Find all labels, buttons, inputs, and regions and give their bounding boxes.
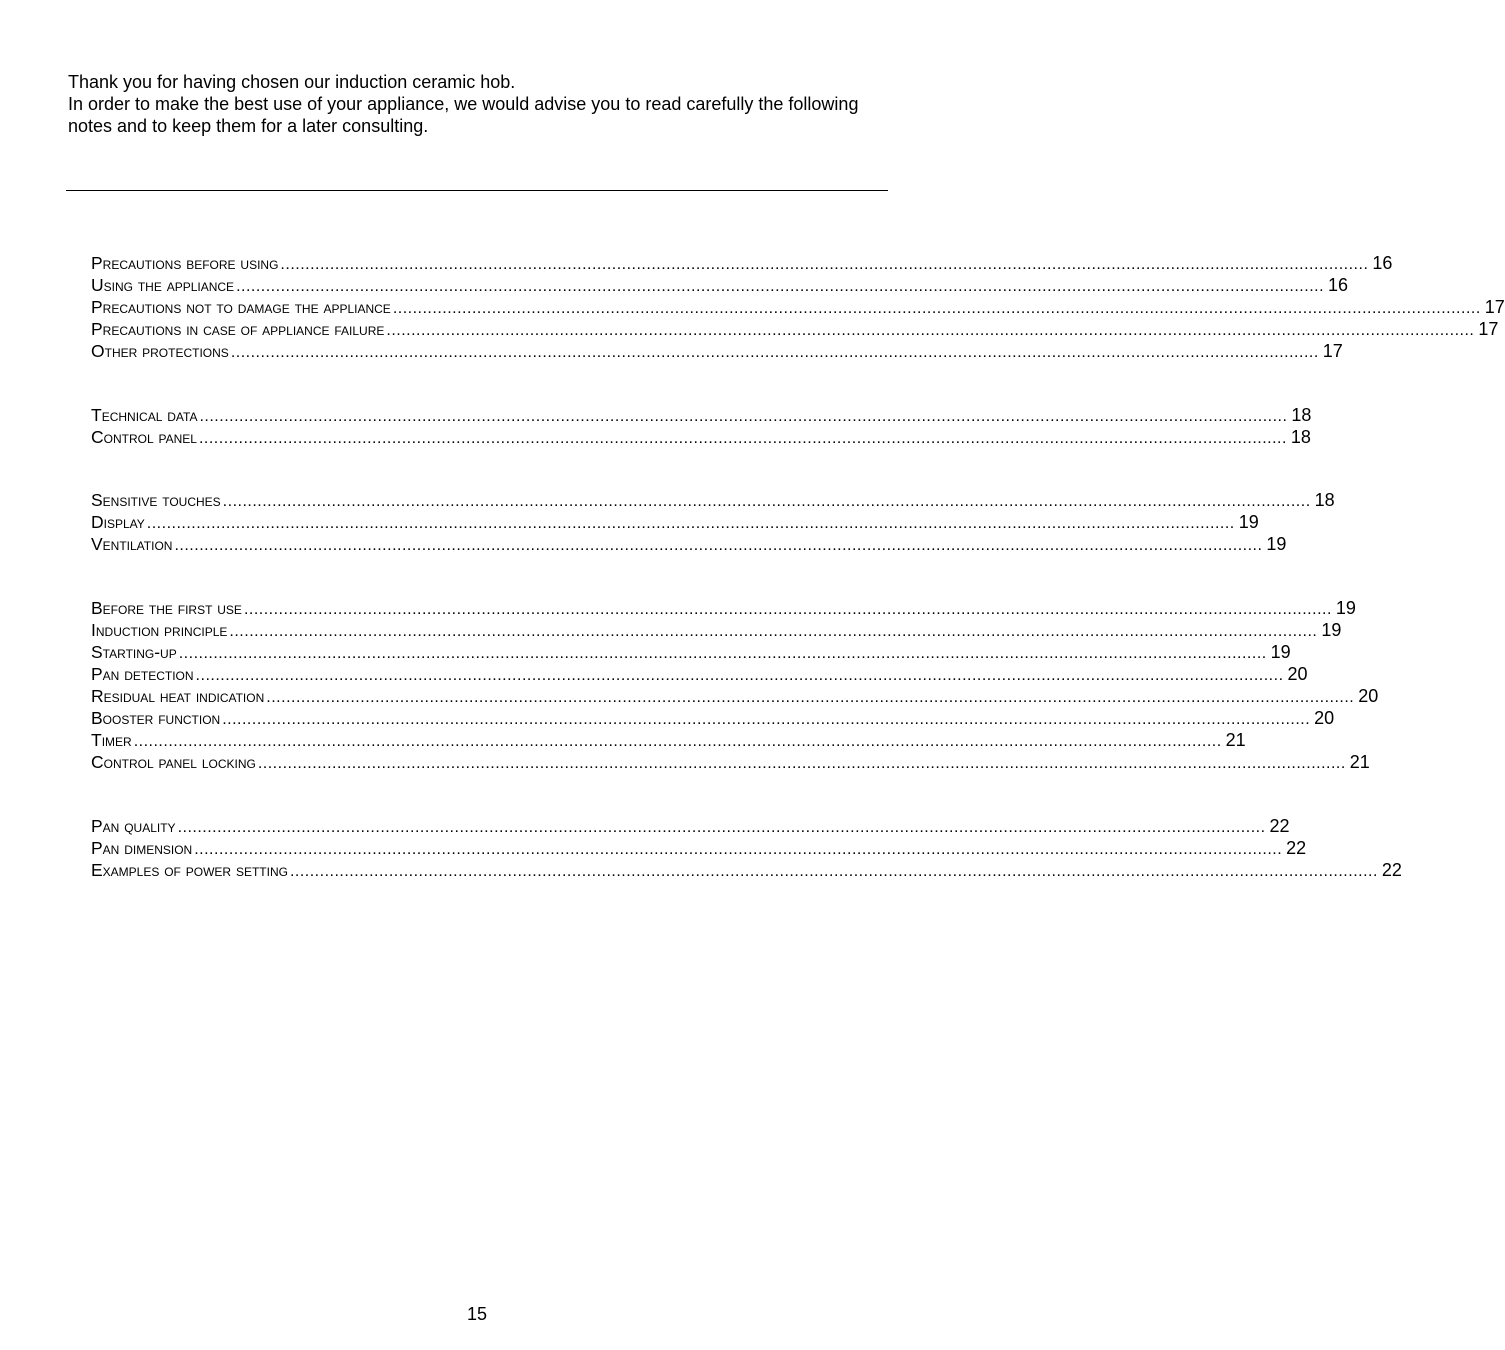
toc-entry-page: 17	[1478, 319, 1499, 339]
toc-entry-title: Pan dimension	[91, 838, 193, 858]
toc-dot-leader: ............................................................................................................................................................................................................................	[243, 601, 1332, 618]
toc-entry-page: 19	[1335, 598, 1356, 618]
toc-entry[interactable]	[91, 318, 1499, 340]
toc-entry[interactable]	[91, 859, 1402, 881]
toc-dot-leader: ............................................................................................................................................................................................................................	[195, 667, 1284, 684]
toc-entry[interactable]	[91, 707, 1335, 729]
toc-entry-page: 17	[1322, 341, 1343, 361]
toc-entry[interactable]	[91, 252, 1393, 274]
toc-dot-leader: ............................................................................................................................................................................................................................	[194, 841, 1283, 858]
toc-entry-title: Booster function	[91, 708, 221, 728]
toc-entry-page: 20	[1314, 708, 1335, 728]
toc-entry-title: Timer	[91, 730, 132, 750]
toc-entry-page: 17	[1484, 297, 1505, 317]
toc-entry-page: 21	[1349, 752, 1370, 772]
toc-entry-title: Sensitive touches	[91, 490, 221, 510]
toc-entry-title: Pan quality	[91, 816, 176, 836]
toc-entry[interactable]	[91, 751, 1370, 773]
toc-entry-page: 19	[1270, 642, 1291, 662]
toc-entry-page: 18	[1314, 490, 1335, 510]
toc-entry-title: Examples of power setting	[91, 860, 288, 880]
toc-entry-title: Precautions not to damage the appliance	[91, 297, 391, 317]
toc-entry-title: Before the first use	[91, 598, 242, 618]
toc-entry[interactable]	[91, 641, 1291, 663]
toc-entry-page: 22	[1381, 860, 1402, 880]
toc-dot-leader: ............................................................................................................................................................................................................................	[236, 278, 1325, 295]
toc-dot-leader: ............................................................................................................................................................................................................................	[133, 733, 1222, 750]
toc-dot-leader: ............................................................................................................................................................................................................................	[229, 623, 1318, 640]
toc-entry[interactable]	[91, 685, 1379, 707]
toc-entry-title: Induction principle	[91, 620, 228, 640]
toc-dot-leader: ............................................................................................................................................................................................................................	[392, 300, 1481, 317]
toc-entry-page: 22	[1286, 838, 1307, 858]
toc-dot-leader: ............................................................................................................................................................................................................................	[174, 537, 1263, 554]
toc-entry[interactable]	[91, 533, 1287, 555]
toc-entry-page: 20	[1287, 664, 1308, 684]
intro-line-1: Thank you for having chosen our induction ceramic hob.	[68, 72, 516, 92]
toc-entry-title: Ventilation	[91, 534, 173, 554]
toc-dot-leader: ............................................................................................................................................................................................................................	[199, 408, 1288, 425]
toc-dot-leader: ............................................................................................................................................................................................................................	[280, 256, 1369, 273]
toc-dot-leader: ............................................................................................................................................................................................................................	[289, 863, 1378, 880]
toc-entry-title: Technical data	[91, 405, 198, 425]
toc-dot-leader: ............................................................................................................................................................................................................................	[266, 689, 1355, 706]
toc-entry-page: 18	[1291, 405, 1312, 425]
toc-entry-page: 18	[1290, 427, 1311, 447]
toc-entry[interactable]	[91, 729, 1246, 751]
toc-entry[interactable]	[91, 597, 1356, 619]
toc-entry[interactable]	[91, 511, 1259, 533]
toc-entry-title: Display	[91, 512, 145, 532]
toc-entry[interactable]	[91, 663, 1308, 685]
toc-entry[interactable]	[91, 815, 1290, 837]
table-of-contents	[91, 252, 1505, 881]
toc-group	[91, 404, 1312, 448]
toc-dot-leader: ............................................................................................................................................................................................................................	[178, 645, 1267, 662]
toc-entry[interactable]	[91, 274, 1349, 296]
toc-entry-page: 20	[1358, 686, 1379, 706]
toc-entry-page: 19	[1238, 512, 1259, 532]
toc-entry-title: Control panel	[91, 427, 197, 447]
toc-entry-page: 19	[1321, 620, 1342, 640]
toc-group	[91, 489, 1335, 555]
toc-entry-title: Control panel locking	[91, 752, 256, 772]
toc-entry-title: Residual heat indication	[91, 686, 265, 706]
toc-entry[interactable]	[91, 296, 1505, 318]
toc-dot-leader: ............................................................................................................................................................................................................................	[222, 711, 1311, 728]
toc-dot-leader: ............................................................................................................................................................................................................................	[177, 819, 1266, 836]
horizontal-divider	[66, 190, 888, 191]
toc-dot-leader: ............................................................................................................................................................................................................................	[146, 515, 1235, 532]
toc-entry[interactable]	[91, 404, 1312, 426]
page-number: 15	[466, 1304, 488, 1324]
toc-group	[91, 815, 1402, 881]
toc-entry[interactable]	[91, 426, 1311, 448]
toc-dot-leader: ............................................................................................................................................................................................................................	[198, 430, 1287, 447]
toc-entry[interactable]	[91, 837, 1307, 859]
toc-dot-leader: ............................................................................................................................................................................................................................	[257, 755, 1346, 772]
toc-entry-page: 16	[1328, 275, 1349, 295]
toc-entry-title: Using the appliance	[91, 275, 235, 295]
toc-entry[interactable]	[91, 340, 1343, 362]
toc-group	[91, 597, 1379, 773]
toc-entry-title: Precautions in case of appliance failure	[91, 319, 385, 339]
toc-entry-page: 19	[1266, 534, 1287, 554]
toc-dot-leader: ............................................................................................................................................................................................................................	[222, 493, 1311, 510]
intro-line-2: In order to make the best use of your appliance, we would advise you to read carefully the following notes and to keep them for a later consulting.	[68, 94, 859, 136]
toc-entry[interactable]	[91, 619, 1342, 641]
toc-group	[91, 252, 1505, 362]
toc-entry-page: 21	[1225, 730, 1246, 750]
toc-entry-page: 16	[1372, 253, 1393, 273]
toc-entry-title: Pan detection	[91, 664, 194, 684]
toc-entry-title: Precautions before using	[91, 253, 279, 273]
intro-text	[68, 71, 888, 137]
toc-dot-leader: ............................................................................................................................................................................................................................	[230, 344, 1319, 361]
toc-entry-title: Starting-up	[91, 642, 177, 662]
toc-entry-page: 22	[1269, 816, 1290, 836]
toc-entry-title: Other protections	[91, 341, 229, 361]
toc-dot-leader: ............................................................................................................................................................................................................................	[386, 322, 1475, 339]
toc-entry[interactable]	[91, 489, 1335, 511]
